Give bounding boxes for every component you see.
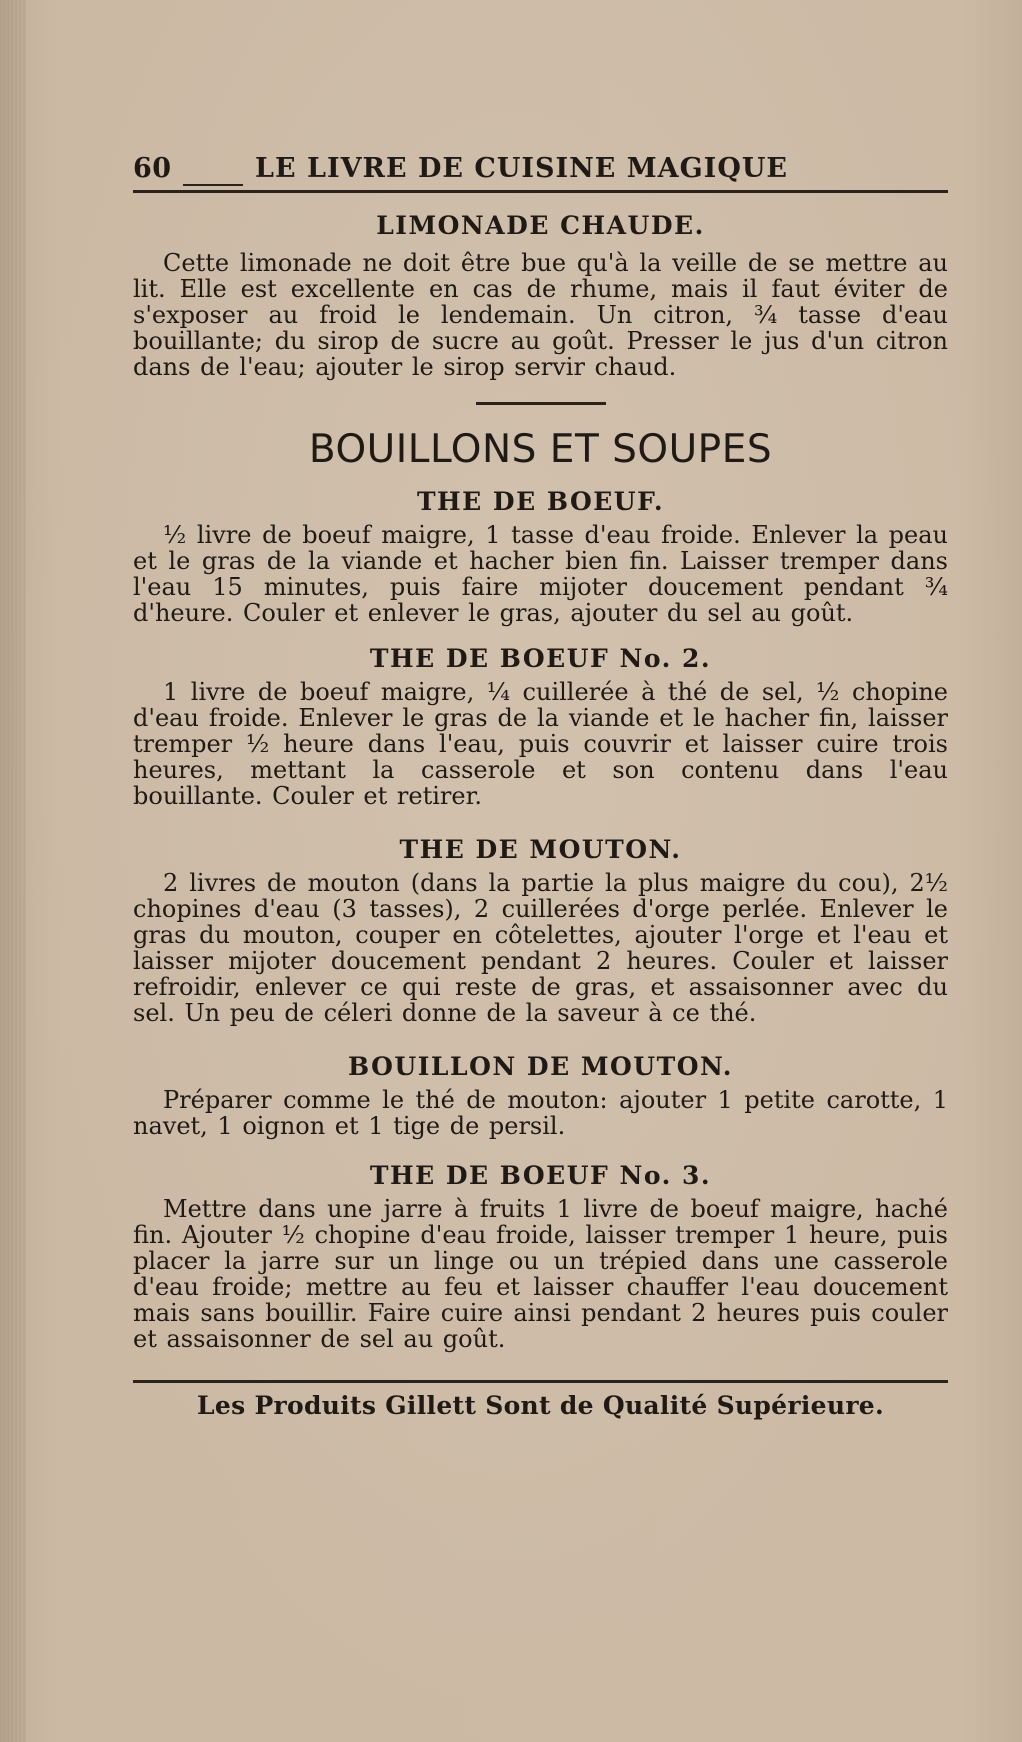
recipe-text: ½ livre de boeuf maigre, 1 tasse d'eau froide. Enlever la peau et le gras de la viande et hacher bien fin. Laisser tremper dans l'eau 15 minutes, puis faire mijoter doucement pendant ¾ d'heure. Couler et enlever le gras, ajouter du sel au goût. xyxy=(133,521,948,627)
recipe-the-de-boeuf xyxy=(133,487,948,626)
recipe-text: Cette limonade ne doit être bue qu'à la veille de se mettre au lit. Elle est excellente en cas de rhume, mais il faut éviter de s'exposer au froid le lendemain. Un citron, ¾ tasse d'eau bouillante; du sirop de sucre au goût. Presser le jus d'un citron dans de l'eau; ajouter le sirop servir chaud. xyxy=(133,249,948,381)
recipe-text: 2 livres de mouton (dans la partie la plus maigre du cou), 2½ chopines d'eau (3 tasses), 2 cuillerées d'orge perlée. Enlever le gras du mouton, couper en côtelettes, ajouter l'orge et l'eau et laisser mijoter doucement pendant 2 heures. Couler et laisser refroidir, enlever ce qui reste de gras, et assaisonner avec du sel. Un peu de céleri donne de la saveur à ce thé. xyxy=(133,869,948,1027)
recipe-text: Mettre dans une jarre à fruits 1 livre de boeuf maigre, haché fin. Ajouter ½ chopine d'eau froide, laisser tremper 1 heure, puis placer la jarre sur un linge ou un trépied dans une casserole d'eau froide; mettre au feu et laisser chauffer l'eau doucement mais sans bouillir. Faire cuire ainsi pendant 2 heures puis couler et assaisonner de sel au goût. xyxy=(133,1195,948,1353)
recipe-title: BOUILLON DE MOUTON. xyxy=(348,1052,733,1081)
recipe-limonade xyxy=(133,211,948,380)
footer-advertisement: Les Produits Gillett Sont de Qualité Supérieure. xyxy=(196,1391,885,1420)
page-number: 60 xyxy=(133,153,172,184)
recipe-title: THE DE BOEUF No. 2. xyxy=(369,644,712,673)
header-rule xyxy=(183,184,243,186)
recipe-text: Préparer comme le thé de mouton: ajouter 1 petite carotte, 1 navet, 1 oignon et 1 tige de persil. xyxy=(133,1086,948,1140)
footer-rule xyxy=(133,1380,948,1383)
page-content xyxy=(133,150,948,1420)
recipe-title: THE DE MOUTON. xyxy=(399,835,682,864)
recipe-title: THE DE BOEUF. xyxy=(416,487,665,516)
recipe-the-de-mouton xyxy=(133,835,948,1026)
recipe-the-de-boeuf-3 xyxy=(133,1161,948,1352)
section-title: BOUILLONS ET SOUPES xyxy=(308,427,773,472)
running-head xyxy=(133,150,948,193)
recipe-title: LIMONADE CHAUDE. xyxy=(376,211,705,240)
page-edge xyxy=(0,0,26,1742)
recipe-the-de-boeuf-2 xyxy=(133,644,948,809)
recipe-text: 1 livre de boeuf maigre, ¼ cuillerée à thé de sel, ½ chopine d'eau froide. Enlever le gras de la viande et le hacher fin, laisser tremper ½ heure dans l'eau, puis couvrir et laisser cuire trois heures, mettant la casserole et son contenu dans l'eau bouillante. Couler et retirer. xyxy=(133,678,948,810)
recipe-bouillon-de-mouton xyxy=(133,1052,948,1139)
section-divider xyxy=(476,402,606,405)
book-title: LE LIVRE DE CUISINE MAGIQUE xyxy=(255,153,788,184)
recipe-title: THE DE BOEUF No. 3. xyxy=(369,1161,712,1190)
